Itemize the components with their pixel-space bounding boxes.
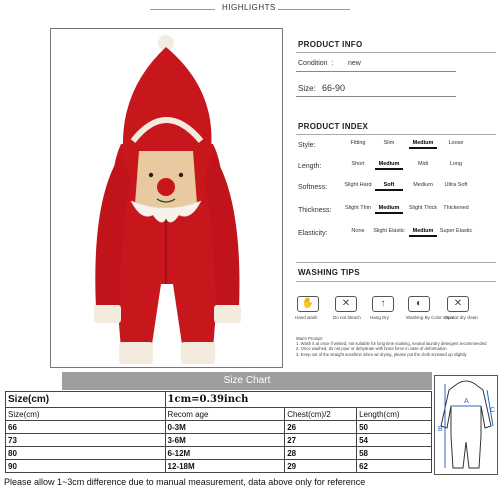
diagram-label-b: B xyxy=(438,426,443,433)
wash-by-color-icon: ◐ xyxy=(408,296,430,312)
unit-conversion: 1cm=0.39inch xyxy=(165,392,431,408)
column-header: Chest(cm)/2 xyxy=(285,408,357,421)
table-column-headers xyxy=(6,408,432,421)
table-row xyxy=(6,434,432,447)
no-bleach-icon: ✕ xyxy=(335,296,357,312)
index-option: Medium xyxy=(369,161,409,167)
table-cell: 54 xyxy=(357,434,432,447)
warm-prompt-title: Warm Prompt: xyxy=(296,336,323,341)
table-cell: 29 xyxy=(285,460,357,473)
index-option: Medium xyxy=(413,182,433,188)
column-header: Size(cm) xyxy=(6,408,166,421)
index-option: Slight Thick xyxy=(408,205,438,211)
index-option: Medium xyxy=(369,205,409,211)
index-row-label: Elasticity: xyxy=(298,230,328,237)
measurement-diagram xyxy=(434,375,498,475)
index-option: None xyxy=(351,228,365,234)
washing-icon-label: Do not dry clean xyxy=(445,315,478,320)
size-label: Size: xyxy=(298,84,316,93)
diagram-label-a: A xyxy=(464,398,469,405)
divider xyxy=(296,262,496,263)
diagram-label-c: C xyxy=(490,407,496,414)
index-option: Slight Elastic xyxy=(373,228,405,234)
index-option: Super Elastic xyxy=(439,228,473,234)
divider xyxy=(296,52,496,53)
table-cell: 12-18M xyxy=(165,460,285,473)
warm-prompt-line: 1. Wash it at once if wetted, not suitable for long time soaking, neutral laundry detergent recommended xyxy=(296,341,487,347)
table-cell: 62 xyxy=(357,460,432,473)
index-option: Thickened xyxy=(443,205,469,211)
hang-dry-icon: ↑ xyxy=(372,296,394,312)
washing-icon-label: Do not bleach xyxy=(333,315,361,320)
washing-icon-label: Washing By Color separ xyxy=(406,315,455,320)
size-chart-banner: Size Chart xyxy=(62,372,432,390)
warm-prompt-line: 3. Keep out of the straight sunshine when air drying, please put the cloth screwed up slightly xyxy=(296,351,467,357)
size-header: Size(cm) xyxy=(6,392,166,408)
divider xyxy=(296,96,456,97)
product-index-title: PRODUCT INDEX xyxy=(298,122,369,131)
divider xyxy=(296,134,496,135)
condition-label: Condition : xyxy=(298,60,334,67)
table-cell: 26 xyxy=(285,421,357,434)
table-cell: 66 xyxy=(6,421,166,434)
table-row xyxy=(6,460,432,473)
index-row-label: Thickness: xyxy=(298,207,332,214)
warm-prompt-line: 2. Once washed, do not pour or dehydrate with brute force in case of deformation xyxy=(296,346,447,352)
size-chart-table xyxy=(5,391,432,473)
table-cell: 80 xyxy=(6,447,166,460)
column-header: Length(cm) xyxy=(357,408,432,421)
table-row xyxy=(6,421,432,434)
washing-icon-label: Hang Dry xyxy=(370,315,390,320)
index-option: Loose xyxy=(448,140,464,146)
washing-icon-label: Hand wash xyxy=(295,315,318,320)
index-option: Slight Thin xyxy=(345,205,371,211)
divider xyxy=(278,9,350,10)
washing-tips-title: WASHING TIPS xyxy=(298,268,360,277)
index-row-label: Style: xyxy=(298,142,316,149)
table-cell: 73 xyxy=(6,434,166,447)
measurement-note: Please allow 1~3cm difference due to manual measurement, data above only for reference xyxy=(4,477,366,487)
index-option: Soft xyxy=(369,182,409,188)
table-cell: 50 xyxy=(357,421,432,434)
warm-prompt xyxy=(296,336,496,357)
size-value: 66-90 xyxy=(322,83,346,93)
divider xyxy=(296,71,456,72)
divider xyxy=(150,9,215,10)
hand-wash-icon: ✋ xyxy=(297,296,319,312)
table-cell: 90 xyxy=(6,460,166,473)
highlights-banner xyxy=(0,0,500,22)
index-option: Short xyxy=(351,161,365,167)
index-option: Midi xyxy=(417,161,429,167)
table-header-row xyxy=(6,392,432,408)
index-option: Ultra Soft xyxy=(444,182,468,188)
table-cell: 6-12M xyxy=(165,447,285,460)
table-cell: 0-3M xyxy=(165,421,285,434)
table-cell: 27 xyxy=(285,434,357,447)
divider xyxy=(296,281,496,282)
index-option: Slight Hard xyxy=(344,182,372,188)
column-header: Recom age xyxy=(165,408,285,421)
index-row-label: Length: xyxy=(298,163,322,170)
index-option: Slim xyxy=(383,140,395,146)
product-info-title: PRODUCT INFO xyxy=(298,40,363,49)
table-cell: 28 xyxy=(285,447,357,460)
index-option: Medium xyxy=(403,140,443,146)
index-row-label: Softness: xyxy=(298,184,328,191)
product-photo-frame xyxy=(50,28,283,368)
index-option: Medium xyxy=(403,228,443,234)
index-option: Long xyxy=(449,161,463,167)
highlights-title: HIGHLIGHTS xyxy=(222,3,276,12)
dry-clean-icon: ✕ xyxy=(447,296,469,312)
red-knit-romper-image xyxy=(51,29,284,369)
table-row xyxy=(6,447,432,460)
table-cell: 3-6M xyxy=(165,434,285,447)
index-option: Fitting xyxy=(350,140,366,146)
table-cell: 58 xyxy=(357,447,432,460)
condition-value: new xyxy=(348,60,361,67)
romper-outline-icon xyxy=(435,376,497,474)
